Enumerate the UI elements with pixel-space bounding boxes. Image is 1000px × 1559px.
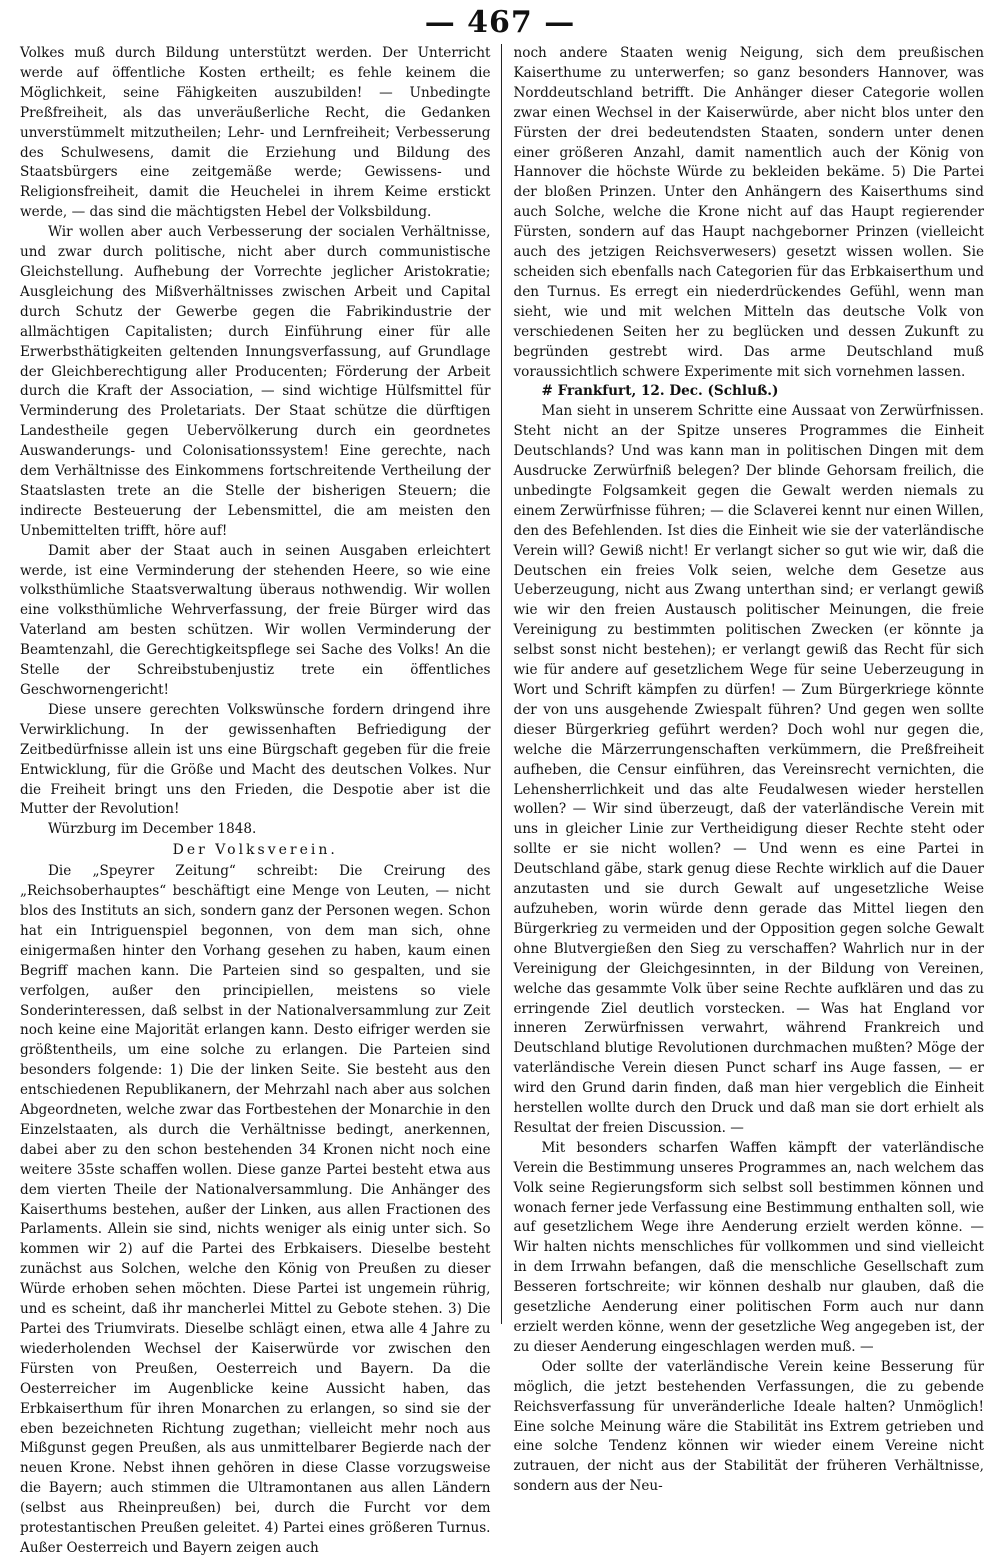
right-column bbox=[502, 44, 985, 1495]
paragraph: Man sieht in unserem Schritte eine Aussaat von Zerwürfnissen. Steht nicht an der Spitze unseres Programmes die Einheit Deutschlands? Und was kann man in politischen Dingen mit dem Ausdrucke Zerwürfniß belegen? Der blinde Gehorsam freilich, die unbedingte Folgsamkeit gegen die Gewalt werden niemals zu einem Zerwürfnisse führen; — die Sclaverei kennt nur einen Willen, den des Befehlenden. Ist dies die Einheit wie sie der vaterländische Verein will? Gewiß nicht! Er verlangt sicher so gut wie wir, daß die Deutschen ein freies Volk seien, welche dem Gesetze aus Ueberzeugung, nicht aus Zwang unterthan sind; er verlangt gewiß wie wir den freien Austausch politischer Meinungen, die freie Vereinigung zu bestimmten politischen Zwecken (er könnte ja selbst sonst nicht bestehen); er verlangt gewiß das Recht für sich wie für andere auf gesetzlichem Wege für seine Ueberzeugung in Wort und Schrift kämpfen zu dürfen! — Zum Bürgerkriege könnte der von uns ausgehende Zwiespalt führen? Und gegen wen sollte dieser Bürgerkrieg geführt werden? Doch wohl nur gegen die, welche die Märzerrungenschaften verkümmern, die Preßfreiheit aufheben, die Censur einführen, das Vereinsrecht vernichten, die Lehensherrlichkeit und das alte Feudalwesen wieder herstellen wollen? — Wir sind überzeugt, daß der vaterländische Verein mit uns in gleicher Linie zur Vertheidigung dieser Rechte steht oder sollte er sie nicht wollen? — Und wenn es eine Partei in Deutschland gäbe, stark genug diese Rechte wirklich auf die Dauer anzutasten und sie durch Gewalt auf ungesetzliche Weise aufzuheben, worin würde denn gerade das Mittel liegen den Bürgerkrieg zu vermeiden und der Opposition gegen solche Gewalt ohne Blutvergießen den Sieg zu verschaffen? Wahrlich nur in der Vereinigung der Gleichgesinnten, in der Bildung von Vereinen, welche das gesammte Volk über seine Rechte aufklären und das zu erringende Ziel deutlich vorstecken. — Was hat England vor inneren Zerwürfnissen verwahrt, während Frankreich und Deutschland blutige Revolutionen durchmachen mußten? Möge der vaterländische Verein diesen Punct scharf ins Auge fassen, — er wird den Grund darin finden, daß man hier vergeblich die Einheit herstellen wollte durch den Druck und daß man sie dort erhielt als Resultat der freien Discussion. — bbox=[513, 403, 984, 1136]
paragraph: Volkes muß durch Bildung unterstützt werden. Der Unterricht werde auf öffentliche Kosten ertheilt; es fehle keinem die Möglichkeit, seine Fähigkeiten auszubilden! — Unbedingte Preßfreiheit, als das unveräußerliche Recht, die Gedanken unverstümmelt mitzutheilen; Lehr- und Lernfreiheit; Verbesserung des Schulwesens, damit die Erziehung und Bildung des Staatsbürgers eine zeitgemäße werde; Gewissens- und Religionsfreiheit, damit die Heuchelei in ihrem Keime erstickt werde, — das sind die mächtigsten Hebel der Volksbildung. bbox=[20, 45, 491, 221]
paragraph: Wir wollen aber auch Verbesserung der socialen Verhältnisse, und zwar durch politische, nicht aber durch communistische Gleichstellung. Aufhebung der Vorrechte jeglicher Aristokratie; Ausgleichung des Mißverhältnisses zwischen Arbeit und Capital durch Schutz der Gewerbe gegen die Fabrikindustrie der allmächtigen Capitalisten; durch Einführung einer für alle Erwerbsthätigkeiten geltenden Innungsverfassung, auf Grundlage der Gleichberechtigung aller Producenten; Förderung der Arbeit durch die Kraft der Association, — sind wichtige Hülfsmittel für Verminderung des Proletariats. Der Staat schütze die dürftigen Landestheile gegen Uebervölkerung durch ein geordnetes Auswanderungs- und Colonisationssystem! Eine gerechte, nach dem Verhältnisse des Einkommens fortschreitende Vertheilung der Staatslasten trete an die Stelle der bisherigen Steuern; die indirecte Besteuerung der Lebensmittel, die am meisten den Unbemittelten trifft, höre auf! bbox=[20, 224, 491, 539]
paragraph: Mit besonders scharfen Waffen kämpft der vaterländische Verein die Bestimmung unseres Programmes an, nach welchem das Volk seine Regierungsform sich selbst soll bestimmen können und wonach ferner jede Verfassung eine Bestimmung enthalten soll, wie auf gesetzlichem Wege ihre Aenderung erzielt werden könne. — Wir halten nichts menschliches für vollkommen und sind vielleicht in dem Irrwahn befangen, daß die menschliche Gesellschaft zum Besseren fortschreite; wir können deshalb nur glauben, daß die gesetzliche Aenderung einer politischen Form auch nur dann erzielt werden könne, wenn der gesetzliche Weg angegeben ist, der zu dieser Aenderung eingeschlagen werden muß. — bbox=[513, 1139, 984, 1355]
paragraph: Die „Speyrer Zeitung“ schreibt: Die Creirung des „Reichsoberhauptes“ beschäftigt eine Menge von Leuten, — nicht blos des Instituts an sich, sondern ganz der Personen wegen. Schon hat ein Intriguenspiel begonnen, von dem man sich, ohne einigermaßen hinter den Vorhang gesehen zu haben, kaum einen Begriff machen kann. Die Parteien sind so gespalten, und sie verfolgen, außer den principiellen, meistens so viele Sonderinteressen, daß selbst in der Nationalversammlung zur Zeit noch keine eine Majorität erlangen kann. Desto eifriger werden sie größtentheils, um eine solche zu erlangen. Die Parteien sind besonders folgende: 1) Die der linken Seite. Sie besteht aus den entschiedenen Republikanern, der Mehrzahl nach aber aus solchen Abgeordneten, welche zwar das Fortbestehen der Monarchie in den Einzelstaaten, als durch die Verhältnisse bedingt, anerkennen, dabei aber zu den schon bestehenden 34 Kronen nicht noch eine weitere 35ste schaffen wollen. Diese ganze Partei besteht etwa aus dem vierten Theile der Nationalversammlung. Die Anhänger des Kaiserthums bestehen, außer der Linken, aus allen Fractionen des Parlaments. Allein sie sind, nichts weniger als einig unter sich. So kommen wir 2) auf die Partei des Erbkaisers. Dieselbe besteht zunächst aus Solchen, welche den König von Preußen zu dieser Würde erhoben sehen möchten. Diese Partei ist ungemein rührig, und es scheint, daß ihr mancherlei Mittel zu Gebote stehen. 3) Die Partei des Triumvirats. Dieselbe schlägt einen, etwa alle 4 Jahre zu wiederholenden Wechsel der Kaiserwürde vor zwischen den Fürsten von Preußen, Oesterreich und Bayern. Da die Oesterreicher im Augenblicke keine Aussicht haben, das Erbkaiserthum für ihren Monarchen zu erlangen, so sind sie der eben bezeichneten Richtung zugethan; vielleicht mehr noch aus Mißgunst gegen Preußen, als aus unmittelbarer Begierde nach der neuen Krone. Nebst ihnen gehören in diese Classe vorzugsweise die Bayern; auch stimmen die Ultramontanen aus allen Ländern (selbst aus Rheinpreußen) bei, durch die Furcht vor dem protestantischen Preußen geleitet. 4) Partei eines größeren Turnus. Außer Oesterreich und Bayern zeigen auch bbox=[20, 863, 491, 1556]
section-heading: Der Volksverein. bbox=[172, 842, 338, 859]
text-columns bbox=[20, 44, 984, 1556]
dateline: # Frankfurt, 12. Dec. (Schluß.) bbox=[541, 383, 779, 400]
paragraph: Diese unsere gerechten Volkswünsche fordern dringend ihre Verwirklichung. In der gewissenhaften Befriedigung der Zeitbedürfnisse allein ist uns eine Bürgschaft gegeben für die freie Entwicklung, für die Größe und Macht des deutschen Volkes. Nur die Freiheit bringt uns den Frieden, die Despotie aber ist die Mutter der Revolution! bbox=[20, 701, 491, 818]
paragraph: noch andere Staaten wenig Neigung, sich dem preußischen Kaiserthume zu unterwerfen; so ganz besonders Hannover, was Norddeutschland betrifft. Die Anhänger dieser Categorie wollen zwar einen Wechsel in der Kaiserwürde, aber nicht blos unter den Fürsten der drei bedeutendsten Staaten, sondern unter denen einer größeren Anzahl, damit namentlich auch der König von Hannover die höchste Würde zu bekleiden bekäme. 5) Die Partei der bloßen Prinzen. Unter den Anhängern des Kaiserthums sind auch Solche, welche die Krone nicht auf das Haupt regierender Fürsten, sondern auf das Haupt nachgeborner Prinzen (vielleicht auch des jetzigen Reichsverwesers) gesetzt wissen wollen. Sie scheiden sich ebenfalls nach Categorien für das Erbkaiserthum und den Turnus. Es erregt ein niederdrückendes Gefühl, wenn man sieht, wie und mit welchen Mitteln das deutsche Volk von verschiedenen Seiten her zu beglücken und dessen Zukunft zu begründen gestrebt wird. Das arme Deutschland muß voraussichtlich schwere Experimente mit sich vornehmen lassen. bbox=[513, 45, 984, 380]
page-number: — 467 — bbox=[424, 5, 576, 40]
paragraph: Damit aber der Staat auch in seinen Ausgaben erleichtert werde, ist eine Verminderung der stehenden Heere, so wie eine volksthümliche Staatsverwaltung überaus nothwendig. Wir wollen eine volksthümliche Wehrverfassung, der freie Bürger wird das Vaterland am besten schützen. Wir wollen Verminderung der Beamtenzahl, die Gerechtigkeitspflege sei Sache des Volks! An die Stelle der Schreibstubenjustiz trete ein öffentliches Geschwornengericht! bbox=[20, 542, 491, 698]
left-column bbox=[20, 44, 501, 1556]
signature-line: Würzburg im December 1848. bbox=[48, 821, 257, 838]
paragraph: Oder sollte der vaterländische Verein keine Besserung für möglich, die jetzt bestehenden Verfassungen, die zu gebende Reichsverfassung für unveränderliche Ideale halten? Unmöglich! Eine solche Meinung wäre die Stabilität ins Extrem getrieben und eine solche Tendenz können wir wieder einem Vereine nicht zutrauen, der nicht aus der Stabilität der früheren Verhältnisse, sondern aus der Neu- bbox=[513, 1358, 984, 1495]
